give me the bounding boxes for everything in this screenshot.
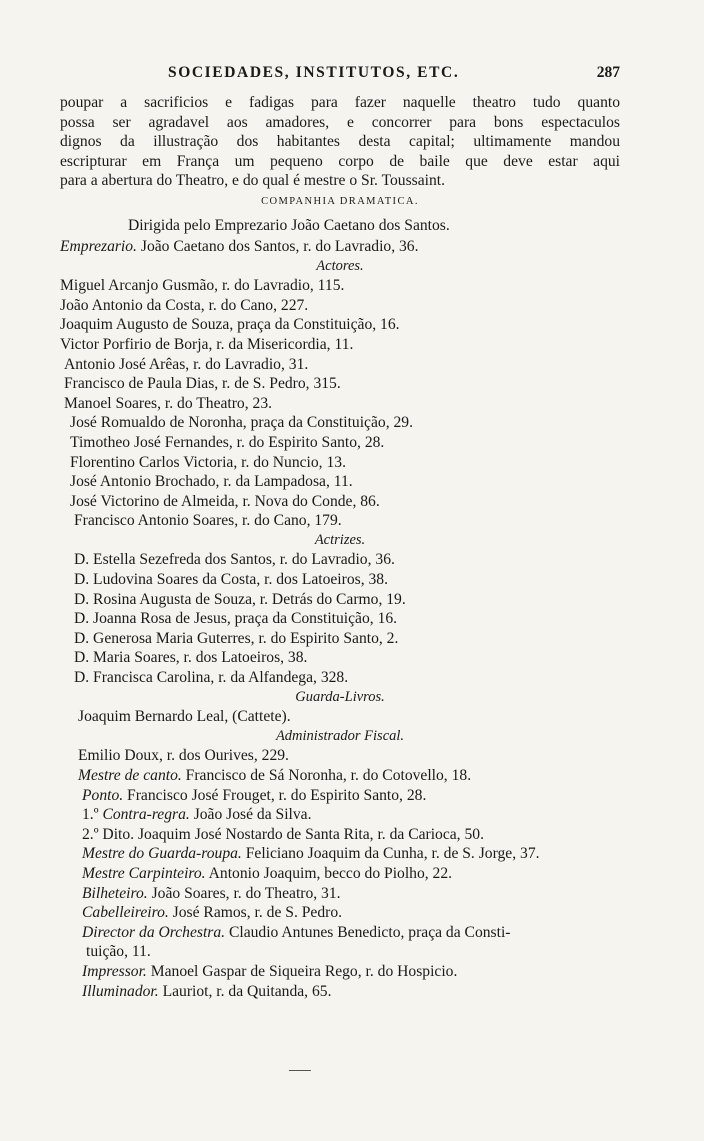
staff-text: Francisco José Frouget, r. do Espirito Santo, 28. xyxy=(123,786,427,804)
staff-entry xyxy=(60,884,620,904)
role-label: Ponto. xyxy=(82,786,124,804)
staff-entry xyxy=(60,766,620,786)
list-item: João Antonio da Costa, r. do Cano, 227. xyxy=(60,296,309,314)
role-label: Illuminador. xyxy=(82,982,159,1000)
staff-entry xyxy=(60,942,620,962)
list-item: Miguel Arcanjo Gusmão, r. do Lavradio, 115. xyxy=(60,277,345,295)
paragraph-line: escripturar em França um pequeno corpo de baile que deve estar aqui xyxy=(60,152,620,170)
staff-entry xyxy=(60,982,620,1002)
staff-entry xyxy=(60,864,620,884)
actrizes-list xyxy=(60,550,620,687)
page-number: 287 xyxy=(596,64,620,81)
intro-paragraph xyxy=(60,93,620,191)
actores-heading: Actores. xyxy=(316,257,364,274)
staff-entry xyxy=(60,844,620,864)
list-item: D. Joanna Rosa de Jesus, praça da Constituição, 16. xyxy=(74,610,398,628)
staff-prefix: 1.º xyxy=(82,806,103,824)
list-item: D. Ludovina Soares da Costa, r. dos Latoeiros, 38. xyxy=(74,571,388,589)
paragraph-line: poupar a sacrificios e fadigas para fazer naquelle theatro tudo quanto xyxy=(60,94,620,111)
actrizes-heading: Actrizes. xyxy=(314,531,366,548)
list-item: D. Francisca Carolina, r. da Alfandega, 328. xyxy=(74,669,349,687)
paragraph-line: para a abertura do Theatro, e do qual é mestre o Sr. Toussaint. xyxy=(60,172,446,190)
paragraph-line: possa ser agradavel aos amadores, e concorrer para bons espectaculos xyxy=(60,113,620,131)
staff-entry xyxy=(60,962,620,982)
staff-text: tuição, 11. xyxy=(86,943,151,961)
staff-text: Antonio Joaquim, becco do Piolho, 22. xyxy=(205,864,453,882)
staff-entry xyxy=(60,746,620,766)
staff-text: Emilio Doux, r. dos Ourives, 229. xyxy=(78,747,289,765)
staff-text: Francisco de Sá Noronha, r. do Cotovello, 18. xyxy=(181,767,472,784)
section-title: COMPANHIA DRAMATICA. xyxy=(261,195,419,207)
role-label: Mestre Carpinteiro. xyxy=(82,864,206,882)
actores-list xyxy=(60,276,620,531)
staff-entry xyxy=(60,903,620,923)
role-label: Mestre de canto. xyxy=(78,767,182,784)
staff-text: Feliciano Joaquim da Cunha, r. de S. Jorge, 37. xyxy=(241,845,540,863)
staff-entry xyxy=(60,805,620,825)
staff-text: 2.º Dito. Joaquim José Nostardo de Santa Rita, r. da Carioca, 50. xyxy=(82,825,484,843)
staff-entry xyxy=(60,825,620,845)
staff-text: Lauriot, r. da Quitanda, 65. xyxy=(158,982,332,1000)
list-item: Francisco de Paula Dias, r. de S. Pedro, 315. xyxy=(64,375,341,393)
list-item: José Victorino de Almeida, r. Nova do Conde, 86. xyxy=(70,492,380,510)
list-item: José Romualdo de Noronha, praça da Constituição, 29. xyxy=(70,414,413,432)
list-item: José Antonio Brochado, r. da Lampadosa, 11. xyxy=(70,473,353,491)
role-label: Impressor. xyxy=(82,962,147,980)
staff-text: José Ramos, r. de S. Pedro. xyxy=(168,904,343,922)
list-item: Francisco Antonio Soares, r. do Cano, 179. xyxy=(74,512,342,530)
page-header xyxy=(60,64,620,86)
paragraph-line: dignos da illustração dos habitantes desta capital; ultimamente mandou xyxy=(60,133,620,151)
administrador-heading: Administrador Fiscal. xyxy=(275,727,405,744)
emprezario-text: João Caetano dos Santos, r. do Lavradio, 36. xyxy=(140,237,419,255)
directed-by-line: Dirigida pelo Emprezario João Caetano dos Santos. xyxy=(128,216,450,234)
list-item: D. Maria Soares, r. dos Latoeiros, 38. xyxy=(74,649,308,667)
staff-text: João José da Silva. xyxy=(189,806,312,824)
staff-list xyxy=(60,746,620,1001)
role-label: Emprezario. xyxy=(60,237,137,255)
ornament-mark xyxy=(289,1064,314,1071)
role-label: Director da Orchestra. xyxy=(82,923,226,941)
list-item: D. Generosa Maria Guterres, r. do Espirito Santo, 2. xyxy=(74,629,399,647)
guarda-livros-entry: Joaquim Bernardo Leal, (Cattete). xyxy=(78,708,291,726)
staff-entry xyxy=(60,786,620,806)
role-label: Bilheteiro. xyxy=(82,884,148,902)
list-item: Timotheo José Fernandes, r. do Espirito Santo, 28. xyxy=(70,433,385,451)
staff-text: Manoel Gaspar de Siqueira Rego, r. do Hospicio. xyxy=(146,962,458,980)
role-label: Mestre do Guarda-roupa. xyxy=(82,845,242,863)
staff-entry xyxy=(60,923,620,943)
guarda-livros-heading: Guarda-Livros. xyxy=(295,688,385,705)
list-item: Victor Porfirio de Borja, r. da Misericordia, 11. xyxy=(60,335,354,353)
staff-text: Claudio Antunes Benedicto, praça da Consti- xyxy=(225,923,511,941)
list-item: D. Estella Sezefreda dos Santos, r. do Lavradio, 36. xyxy=(74,551,395,569)
list-item: Joaquim Augusto de Souza, praça da Constituição, 16. xyxy=(60,316,400,334)
page-body xyxy=(60,93,620,1001)
running-title: SOCIEDADES, INSTITUTOS, ETC. xyxy=(168,64,460,81)
emprezario-line xyxy=(60,237,620,257)
list-item: D. Rosina Augusta de Souza, r. Detrás do Carmo, 19. xyxy=(74,590,406,608)
list-item: Antonio José Arêas, r. do Lavradio, 31. xyxy=(64,355,309,373)
staff-text: João Soares, r. do Theatro, 31. xyxy=(147,884,341,902)
list-item: Florentino Carlos Victoria, r. do Nuncio, 13. xyxy=(70,453,346,471)
role-label: Contra-regra. xyxy=(102,806,190,824)
role-label: Cabelleireiro. xyxy=(82,904,169,922)
list-item: Manoel Soares, r. do Theatro, 23. xyxy=(64,394,273,412)
